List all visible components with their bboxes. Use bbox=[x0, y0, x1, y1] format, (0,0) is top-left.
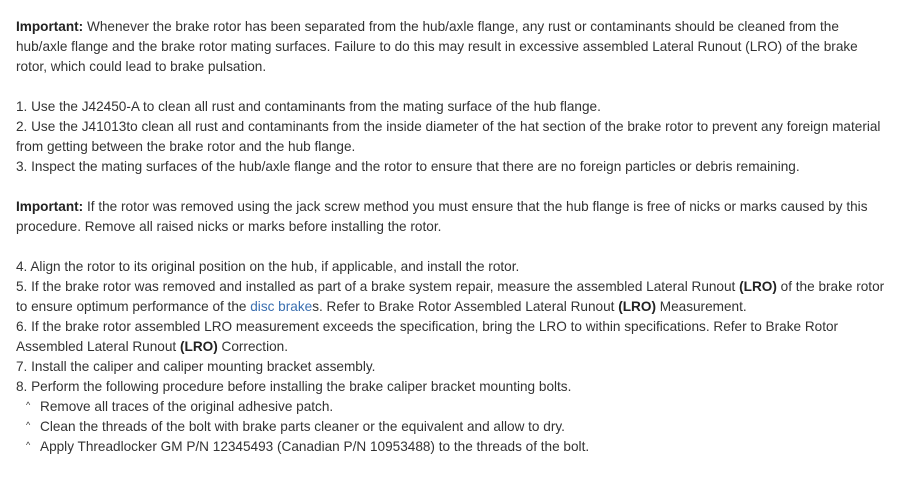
disc-brake-link[interactable]: disc brake bbox=[250, 299, 313, 314]
spacer bbox=[13, 237, 885, 257]
step-5 bbox=[13, 277, 885, 317]
step-4: 4. Align the rotor to its original position on the hub, if applicable, and install the rotor. bbox=[16, 259, 520, 274]
substep-text: Apply Threadlocker GM P/N 12345493 (Canadian P/N 10953488) to the threads of the bolt. bbox=[40, 439, 590, 454]
substep-apply-threadlocker bbox=[13, 437, 885, 457]
step-7: 7. Install the caliper and caliper mounting bracket assembly. bbox=[16, 359, 376, 374]
substep-text: Remove all traces of the original adhesive patch. bbox=[40, 399, 334, 414]
important-label: Important: bbox=[16, 19, 84, 34]
caret-bullet-icon: ^ bbox=[26, 400, 31, 410]
spacer bbox=[13, 177, 885, 197]
step-5-text: Measurement. bbox=[655, 299, 747, 314]
important-label: Important: bbox=[16, 199, 84, 214]
step-5-text: s. Refer to Brake Rotor Assembled Lateral Runout bbox=[312, 299, 619, 314]
caret-bullet-icon: ^ bbox=[26, 440, 31, 450]
important-note-jack-screw bbox=[13, 197, 885, 237]
caret-bullet-icon: ^ bbox=[26, 420, 31, 430]
step-5-text: 5. If the brake rotor was removed and installed as part of a brake system repair, measure the assembled Lateral Runout bbox=[16, 279, 740, 294]
important-note-cleaning bbox=[13, 17, 885, 77]
substep-clean-threads bbox=[13, 417, 885, 437]
step-2: 2. Use the J41013to clean all rust and contaminants from the inside diameter of the hat section of the brake rotor to prevent any foreign material from getting between the brake rotor and the hub flange. bbox=[16, 119, 881, 154]
procedure-document bbox=[13, 17, 885, 457]
lro-abbrev: (LRO) bbox=[618, 299, 656, 314]
step-8: 8. Perform the following procedure before installing the brake caliper bracket mounting bolts. bbox=[16, 379, 572, 394]
step-1: 1. Use the J42450-A to clean all rust and contaminants from the mating surface of the hub flange. bbox=[16, 99, 601, 114]
spacer bbox=[13, 77, 885, 97]
step-5-text: of the brake rotor to ensure optimum performance of the bbox=[16, 279, 885, 314]
lro-abbrev: (LRO) bbox=[739, 279, 777, 294]
important-text: If the rotor was removed using the jack screw method you must ensure that the hub flange is free of nicks or marks caused by this procedure. Remove all raised nicks or marks before installing the rotor. bbox=[16, 199, 868, 234]
step-6-text: Correction. bbox=[217, 339, 288, 354]
substep-remove-adhesive bbox=[13, 397, 885, 417]
step-6-text: 6. If the brake rotor assembled LRO measurement exceeds the specification, bring the LRO to within specifications. Refer to Brake Rotor Assembled Lateral Runout bbox=[16, 319, 839, 354]
step-6 bbox=[13, 317, 885, 357]
substep-text: Clean the threads of the bolt with brake parts cleaner or the equivalent and allow to dry. bbox=[40, 419, 565, 434]
step-3: 3. Inspect the mating surfaces of the hub/axle flange and the rotor to ensure that there are no foreign particles or debris remaining. bbox=[16, 159, 800, 174]
lro-abbrev: (LRO) bbox=[179, 339, 218, 354]
important-text: Whenever the brake rotor has been separated from the hub/axle flange, any rust or contaminants should be cleaned from the hub/axle flange and the brake rotor mating surfaces. Failure to do this may result in excessive assembled Lateral Runout (LRO) of the brake rotor, which could lead to brake pulsation. bbox=[16, 19, 858, 74]
